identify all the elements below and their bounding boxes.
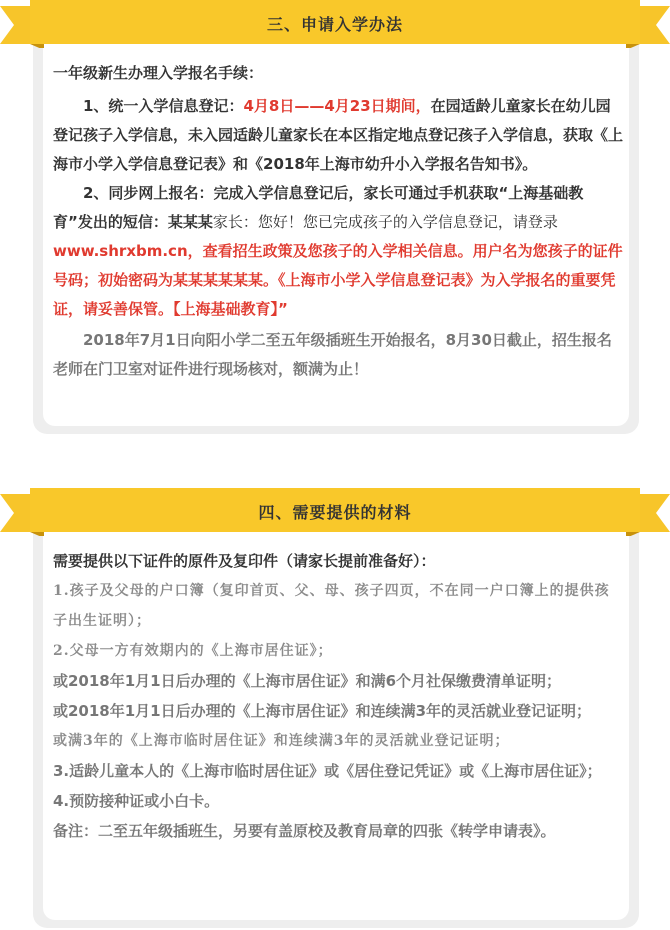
material-item: 或2018年1月1日后办理的《上海市居住证》和连续满3年的灵活就业登记证明；: [53, 702, 592, 720]
section-title: 四、需要提供的材料: [258, 503, 412, 522]
section-title: 三、申请入学办法: [266, 15, 403, 34]
step-1-prefix: 1、统一入学信息登记：: [83, 97, 244, 115]
transfer-notice: 2018年7月1日向阳小学二至五年级插班生开始报名，8月30日截止，招生报名老师在门卫室对证件进行现场核对，额满为止！: [53, 331, 612, 378]
step-2-prefix: 2、同步网上报名：完成入学信息登记后，家长可通过手机获取“上海基础教育”发出的短信：某某某: [53, 184, 584, 231]
materials-heading: 需要提供以下证件的原件及复印件（请家长提前准备好）：: [53, 552, 436, 570]
step-1-period: 4月8日——4月23日期间，: [243, 97, 431, 115]
material-item: 1.孩子及父母的户口簿（复印首页、父、母、孩子四页，不在同一户口簿上的提供孩子出生证明）；: [53, 583, 610, 629]
apply-heading: 一年级新生办理入学报名手续：: [53, 64, 264, 82]
section-apply: [0, 0, 670, 440]
section-materials: [0, 488, 670, 930]
sms-plain: 家长：您好！您已完成孩子的入学信息登记，请登录: [212, 213, 558, 231]
material-item: 2.父母一方有效期内的《上海市居住证》；: [53, 643, 333, 659]
material-item: 4.预防接种证或小白卡。: [53, 792, 220, 810]
materials-note: 备注：二至五年级插班生，另要有盖原校及教育局章的四张《转学申请表》。: [53, 822, 556, 840]
material-item: 或满3年的《上海市临时居住证》和连续满3年的灵活就业登记证明；: [53, 733, 510, 749]
apply-body: [53, 60, 623, 384]
step-1: [53, 92, 623, 179]
material-item: 或2018年1月1日后办理的《上海市居住证》和满6个月社保缴费清单证明；: [53, 672, 562, 690]
sms-red: www.shrxbm.cn，查看招生政策及您孩子的入学相关信息。用户名为您孩子的证件号码；初始密码为某某某某某某。《上海市小学入学信息登记表》为入学报名的重要凭证，请妥善保管。【上海基础教育】”: [53, 242, 623, 318]
materials-body: [53, 546, 623, 846]
step-1-rest: 在园适龄儿童家长在幼儿园登记孩子入学信息，未入园适龄儿童家长在本区指定地点登记孩子入学信息，获取《上海市小学入学信息登记表》和《2018年上海市幼升小入学报名告知书》。: [53, 97, 624, 173]
step-2: [53, 179, 623, 324]
material-item: 3.适龄儿童本人的《上海市临时居住证》或《居住登记凭证》或《上海市居住证》；: [53, 762, 602, 780]
